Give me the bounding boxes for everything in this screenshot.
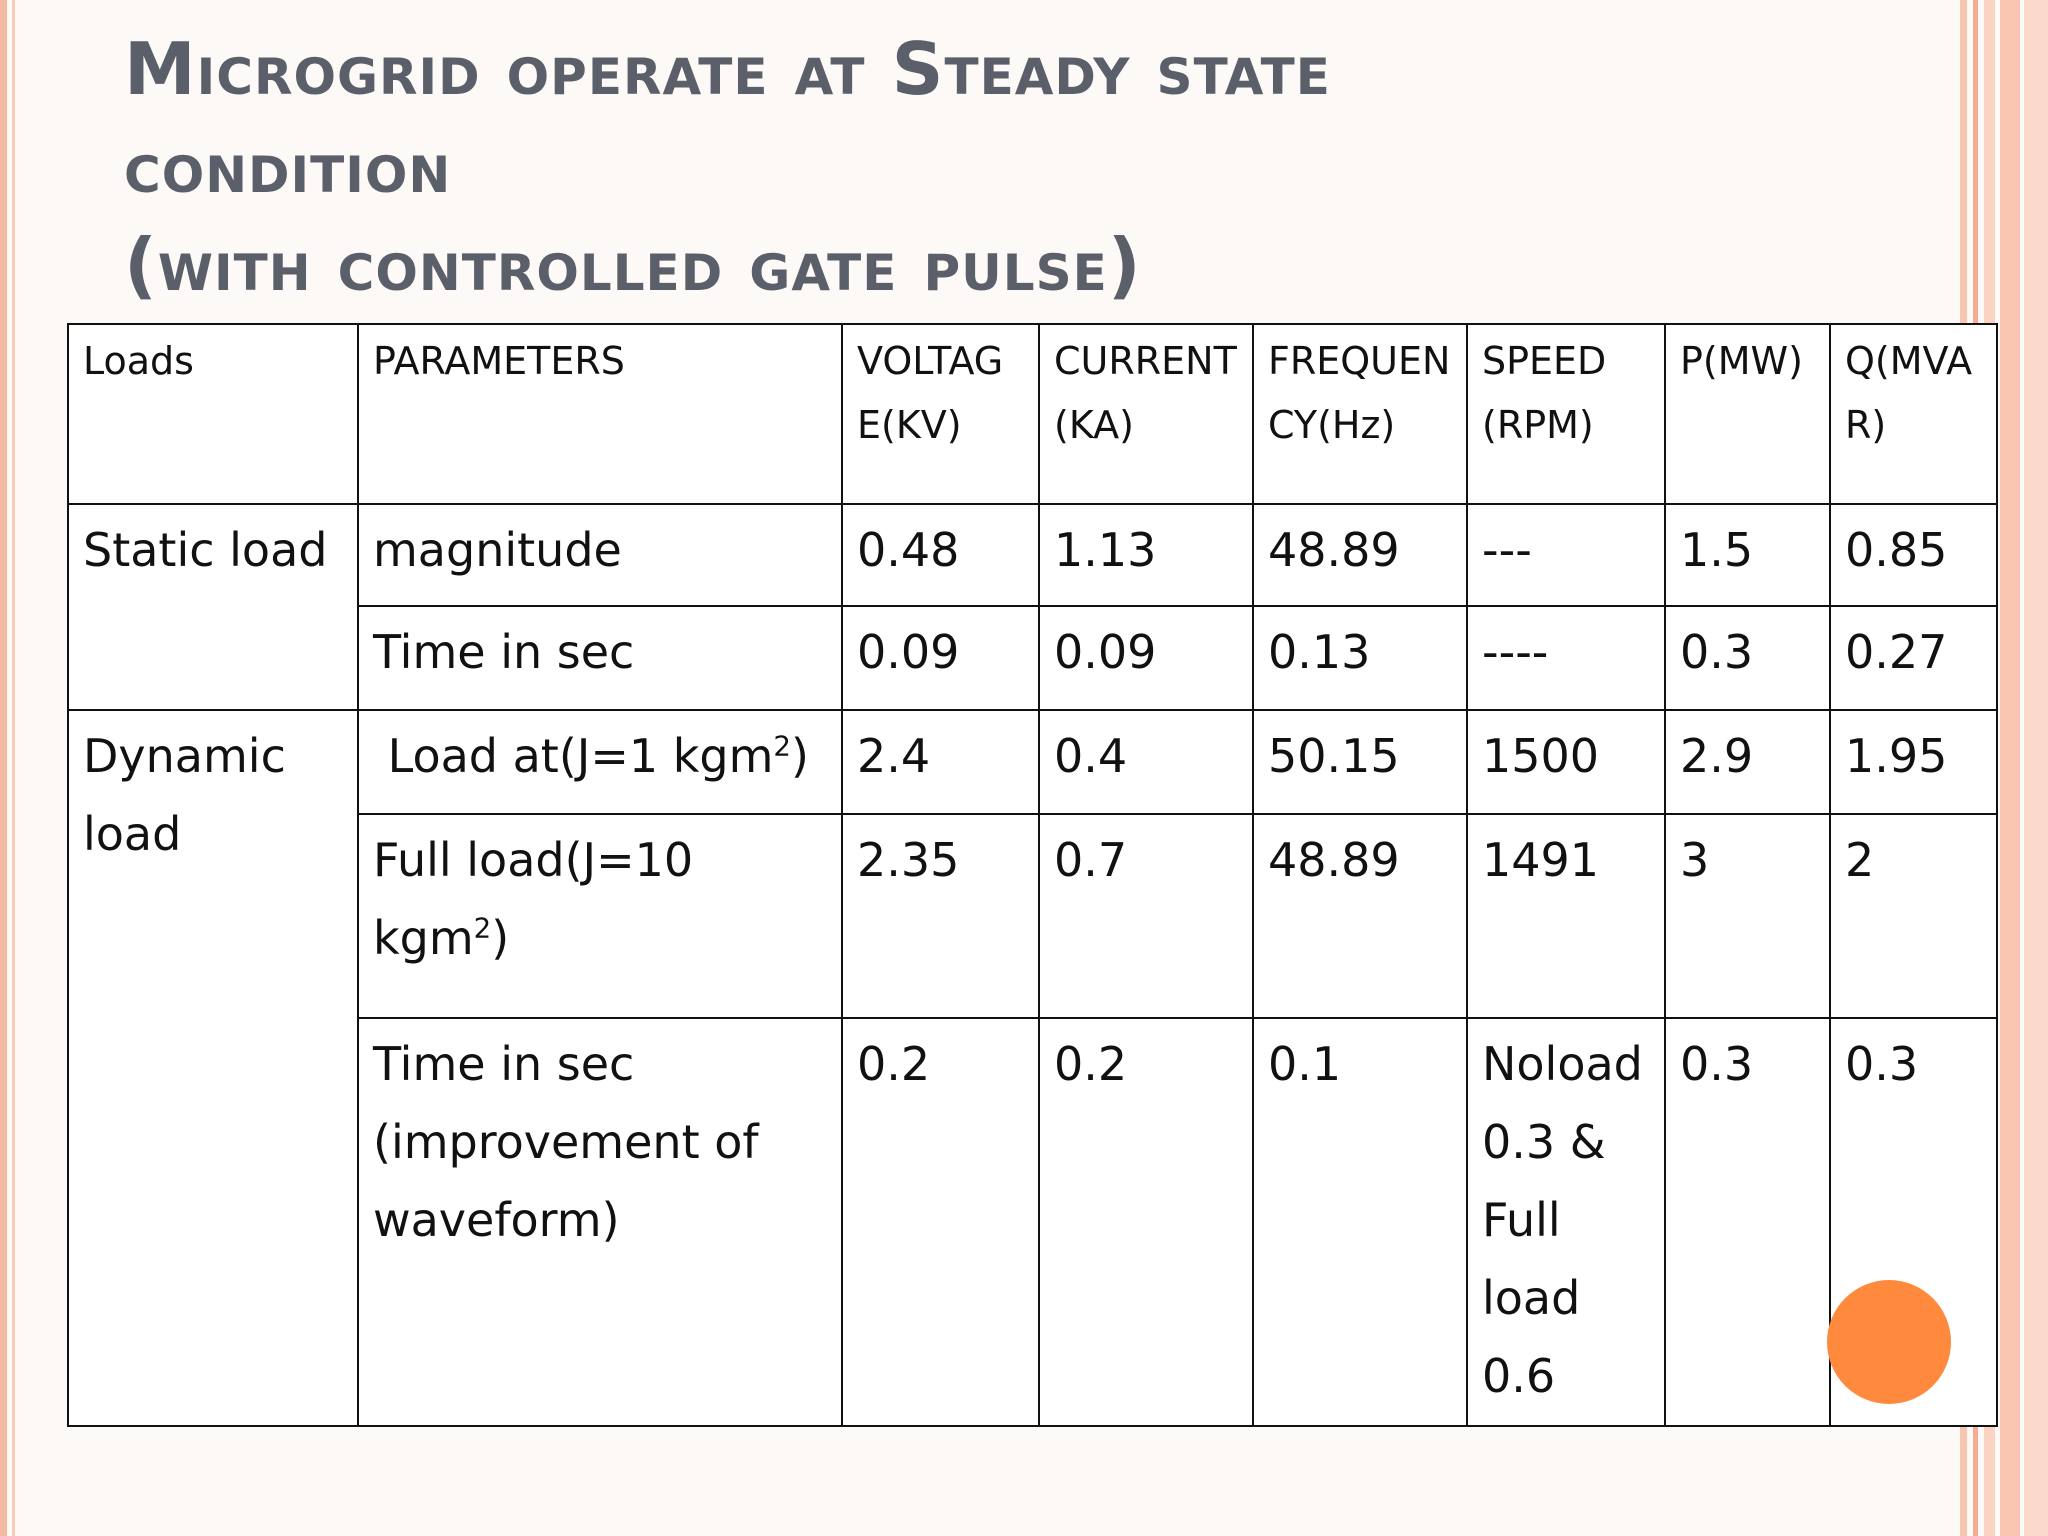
slide-title-line-3: (with controlled gate pulse) bbox=[124, 223, 1142, 307]
header-voltage: VOLTAG E(KV) bbox=[842, 324, 1039, 504]
cell-q: 0.85 bbox=[1830, 504, 1997, 606]
cell-p: 0.3 bbox=[1665, 1018, 1830, 1426]
param-time-static: Time in sec bbox=[358, 606, 842, 710]
decorative-stripe-left-inner bbox=[12, 0, 15, 1536]
decorative-stripe-left bbox=[0, 0, 7, 1536]
results-table bbox=[67, 323, 1998, 1427]
cell-speed: 1500 bbox=[1467, 710, 1665, 814]
cell-q: 1.95 bbox=[1830, 710, 1997, 814]
param-magnitude: magnitude bbox=[358, 504, 842, 606]
cell-current: 0.2 bbox=[1039, 1018, 1253, 1426]
decorative-stripe-right-5 bbox=[2024, 0, 2048, 1536]
cell-current: 1.13 bbox=[1039, 504, 1253, 606]
cell-voltage: 2.35 bbox=[842, 814, 1039, 1018]
cell-current: 0.4 bbox=[1039, 710, 1253, 814]
cell-current: 0.09 bbox=[1039, 606, 1253, 710]
cell-voltage: 0.2 bbox=[842, 1018, 1039, 1426]
param-load-at-close: ) bbox=[790, 729, 809, 783]
table-row bbox=[68, 606, 1997, 710]
group-dynamic-load: Dynamic load bbox=[68, 710, 358, 1426]
cell-speed: Noload 0.3 & Full load 0.6 bbox=[1467, 1018, 1665, 1426]
cell-p: 3 bbox=[1665, 814, 1830, 1018]
cell-frequency: 0.1 bbox=[1253, 1018, 1467, 1426]
table-row bbox=[68, 710, 1997, 814]
table-header-row bbox=[68, 324, 1997, 504]
param-time-dynamic: Time in sec (improvement of waveform) bbox=[358, 1018, 842, 1426]
cell-frequency: 50.15 bbox=[1253, 710, 1467, 814]
param-load-at-exponent: 2 bbox=[773, 729, 791, 763]
cell-frequency: 0.13 bbox=[1253, 606, 1467, 710]
cell-q: 0.3 bbox=[1830, 1018, 1997, 1426]
cell-voltage: 0.48 bbox=[842, 504, 1039, 606]
cell-q: 2 bbox=[1830, 814, 1997, 1018]
cell-p: 1.5 bbox=[1665, 504, 1830, 606]
group-static-load: Static load bbox=[68, 504, 358, 710]
header-p: P(MW) bbox=[1665, 324, 1830, 504]
cell-p: 0.3 bbox=[1665, 606, 1830, 710]
cell-frequency: 48.89 bbox=[1253, 504, 1467, 606]
cell-voltage: 0.09 bbox=[842, 606, 1039, 710]
cell-frequency: 48.89 bbox=[1253, 814, 1467, 1018]
header-frequency: FREQUEN CY(Hz) bbox=[1253, 324, 1467, 504]
cell-current: 0.7 bbox=[1039, 814, 1253, 1018]
param-full-load-close: ) bbox=[491, 911, 510, 965]
cell-voltage: 2.4 bbox=[842, 710, 1039, 814]
slide-title-line-1: Microgrid operate at Steady state bbox=[124, 27, 1331, 111]
table-row bbox=[68, 504, 1997, 606]
table-row bbox=[68, 814, 1997, 1018]
header-parameters: PARAMETERS bbox=[358, 324, 842, 504]
cell-q: 0.27 bbox=[1830, 606, 1997, 710]
decorative-stripe-right-4 bbox=[2000, 0, 2020, 1536]
slide-title bbox=[124, 20, 1884, 314]
header-current: CURRENT (KA) bbox=[1039, 324, 1253, 504]
cell-speed: 1491 bbox=[1467, 814, 1665, 1018]
cell-p: 2.9 bbox=[1665, 710, 1830, 814]
header-q: Q(MVA R) bbox=[1830, 324, 1997, 504]
decorative-orange-dot bbox=[1827, 1280, 1951, 1404]
table-row bbox=[68, 1018, 1997, 1426]
header-speed: SPEED (RPM) bbox=[1467, 324, 1665, 504]
param-load-at-text: Load at(J=1 kgm bbox=[373, 729, 774, 783]
param-full-load bbox=[358, 814, 842, 1018]
param-full-load-text: Full load(J=10 kgm bbox=[373, 833, 694, 965]
header-loads: Loads bbox=[68, 324, 358, 504]
slide-title-line-2: condition bbox=[124, 125, 452, 209]
param-load-at bbox=[358, 710, 842, 814]
cell-speed: --- bbox=[1467, 504, 1665, 606]
cell-speed: ---- bbox=[1467, 606, 1665, 710]
param-full-load-exponent: 2 bbox=[473, 911, 492, 945]
